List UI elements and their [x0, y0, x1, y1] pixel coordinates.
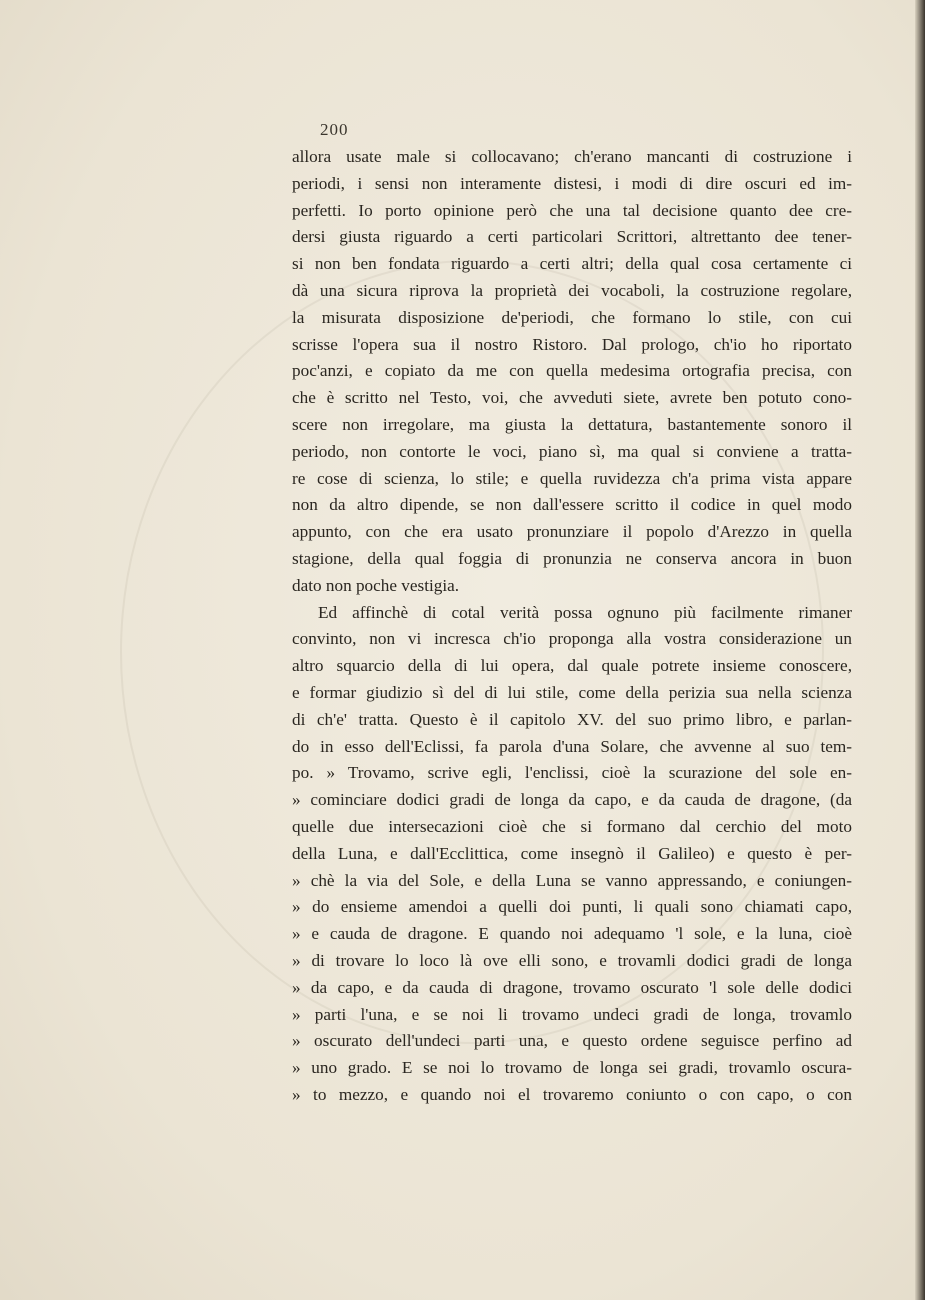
text-line: appunto, con che era usato pronunziare il popolo d'Arezzo in quella [292, 522, 852, 542]
text-line: » to mezzo, e quando noi el trovaremo coniunto o con capo, o con [292, 1084, 852, 1104]
text-line: scrisse l'opera sua il nostro Ristoro. Dal prologo, ch'io ho riportato [292, 334, 852, 354]
body-text [292, 144, 852, 1109]
text-line: perfetti. Io porto opinione però che una tal decisione quanto dee cre- [292, 200, 852, 220]
text-line: re cose di scienza, lo stile; e quella ruvidezza ch'a prima vista appare [292, 468, 852, 488]
text-line: convinto, non vi incresca ch'io proponga alla vostra considerazione un [292, 629, 852, 649]
text-line: allora usate male si collocavano; ch'erano mancanti di costruzione i [292, 147, 852, 166]
text-line: po. » Trovamo, scrive egli, l'enclissi, cioè la scurazione del sole en- [292, 763, 852, 783]
text-line: e formar giudizio sì del di lui stile, come della perizia sua nella scienza [292, 682, 852, 702]
text-line: periodi, i sensi non interamente distesi, i modi di dire oscuri ed im- [292, 173, 852, 193]
text-line: stagione, della qual foggia di pronunzia ne conserva ancora in buon [292, 548, 852, 568]
text-line: » oscurato dell'undeci parti una, e questo ordene seguisce perfino ad [292, 1031, 852, 1051]
text-line: non da altro dipende, se non dall'essere scritto il codice in quel modo [292, 495, 852, 515]
text-line: » di trovare lo loco là ove elli sono, e trovamli dodici gradi de longa [292, 950, 852, 970]
text-line: » uno grado. E se noi lo trovamo de longa sei gradi, trovamlo oscura- [292, 1058, 852, 1078]
text-line: della Luna, e dall'Ecclittica, come insegnò il Galileo) e questo è per- [292, 843, 852, 863]
text-line: dato non poche vestigia. [292, 575, 460, 595]
text-line: dà una sicura riprova la proprietà dei vocaboli, la costruzione regolare, [292, 280, 852, 300]
text-line: di ch'e' tratta. Questo è il capitolo XV. del suo primo libro, e parlan- [292, 709, 852, 729]
text-line: Ed affinchè di cotal verità possa ognuno più facilmente rimaner [318, 602, 852, 622]
text-line: » e cauda de dragone. E quando noi adequamo 'l sole, e la luna, cioè [292, 924, 852, 944]
text-line: quelle due intersecazioni cioè che si formano dal cerchio del moto [292, 816, 852, 836]
page-edge-shadow [915, 0, 925, 1300]
page-number: 200 [320, 120, 349, 139]
text-line: » do ensieme amendoi a quelli doi punti, li quali sono chiamati capo, [292, 897, 852, 917]
text-line: » cominciare dodici gradi de longa da capo, e da cauda de dragone, (da [292, 790, 852, 810]
text-line: scere non irregolare, ma giusta la dettatura, bastantemente sonoro il [292, 414, 852, 434]
text-line: la misurata disposizione de'periodi, che formano lo stile, con cui [292, 307, 852, 327]
text-line: altro squarcio della di lui opera, dal quale potrete insieme conoscere, [292, 656, 852, 676]
text-line: » da capo, e da cauda di dragone, trovamo oscurato 'l sole delle dodici [292, 977, 852, 997]
text-line: che è scritto nel Testo, voi, che avveduti siete, avrete ben potuto cono- [292, 388, 852, 408]
text-line: do in esso dell'Eclissi, fa parola d'una Solare, che avvenne al suo tem- [292, 736, 852, 756]
text-line: » chè la via del Sole, e della Luna se vanno appressando, e coniungen- [292, 870, 852, 890]
text-line: » parti l'una, e se noi li trovamo undeci gradi de longa, trovamlo [292, 1004, 852, 1024]
text-line: dersi giusta riguardo a certi particolari Scrittori, altrettanto dee tener- [292, 227, 852, 247]
text-line: periodo, non contorte le voci, piano sì, ma qual si conviene a tratta- [292, 441, 852, 461]
text-line: poc'anzi, e copiato da me con quella medesima ortografia precisa, con [292, 361, 852, 381]
text-line: si non ben fondata riguardo a certi altri; della qual cosa certamente ci [292, 254, 852, 274]
